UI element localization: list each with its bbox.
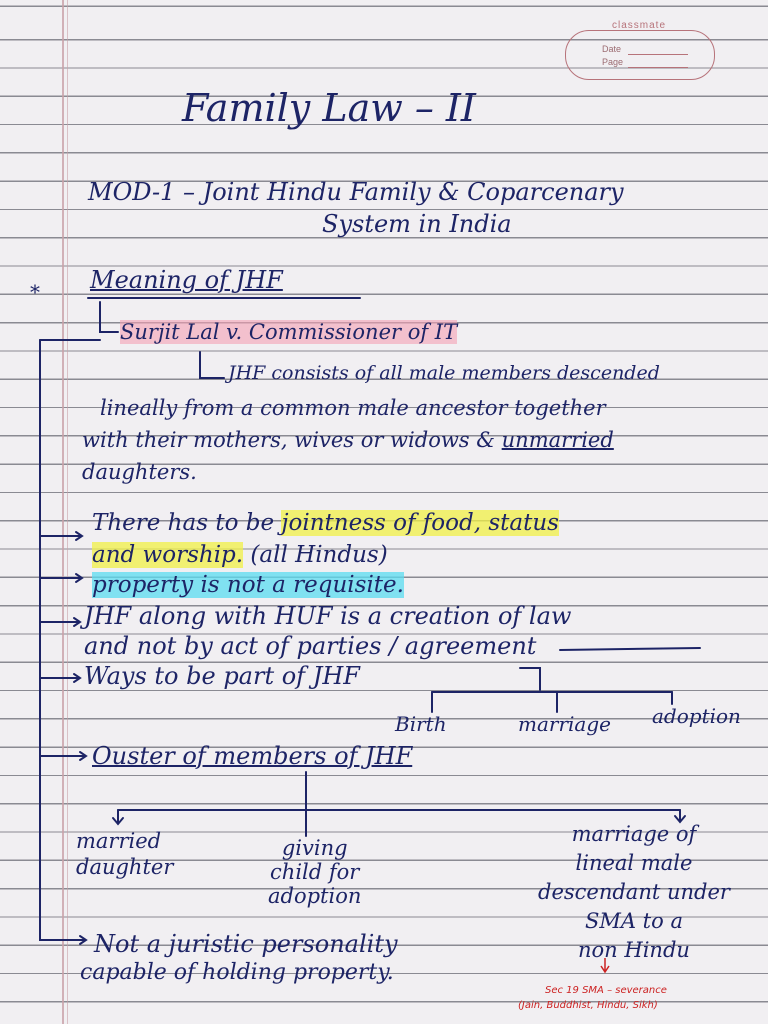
creation-line2: and not by act of parties / agreement [84, 632, 537, 660]
all-hindus-note: (all Hindus) [250, 542, 388, 568]
ouster-option-2-line3: adoption [268, 884, 362, 908]
main-trunk [40, 340, 60, 940]
arrow-juristic [60, 936, 86, 944]
jointness-line1-part1: There has to be [92, 510, 275, 536]
arrow-ways [40, 674, 80, 682]
ouster-option-2-line2: child for [270, 860, 360, 884]
ouster-option-3-line2: lineal male [575, 851, 693, 875]
stamp-date-label: Date [602, 44, 622, 54]
meaning-heading: Meaning of JHF [90, 266, 283, 294]
red-note-line2: (Jain, Buddhist, Hindu, Sikh) [518, 1000, 658, 1011]
definition-line3-part1: with their mothers, wives or widows & [82, 428, 495, 452]
ouster-option-3-line3: descendant under [538, 880, 730, 904]
juristic-line2: capable of holding property. [80, 960, 394, 985]
case-bracket [100, 302, 118, 332]
way-option-1: Birth [395, 712, 447, 736]
arrow-property [40, 574, 82, 582]
way-option-2: marriage [518, 712, 611, 736]
definition-line2: lineally from a common male ancestor together [100, 396, 606, 420]
ouster-option-2-line1: giving [281, 836, 348, 860]
star-bullet: * [30, 280, 40, 304]
juristic-line1: Not a juristic personality [94, 930, 398, 958]
stamp-brand: classmate [612, 20, 667, 31]
creation-line1: JHF along with HUF is a creation of law [84, 602, 572, 630]
red-arrow [601, 958, 609, 972]
page-title: Family Law – II [182, 86, 476, 130]
stamp-page-label: Page [602, 57, 624, 67]
definition-line1: JHF consists of all male members descended [228, 362, 660, 384]
property-point: property is not a requisite. [92, 572, 404, 598]
arrow-jointness [40, 532, 82, 540]
case-name: Surjit Lal v. Commissioner of IT [120, 320, 458, 344]
arrow-creation [40, 618, 80, 626]
worship-highlight: and worship. [92, 542, 244, 568]
ouster-option-3-line1: marriage of [571, 822, 697, 846]
ouster-option-3-line4: SMA to a [584, 909, 683, 933]
definition-line3-part2: unmarried [501, 428, 614, 452]
ways-connector [520, 668, 540, 690]
arrow-ouster [40, 752, 86, 760]
module-heading-line2: System in India [322, 210, 512, 238]
agreement-underline [560, 648, 700, 650]
ouster-option-1-line2: daughter [76, 855, 174, 879]
module-heading-line1: MOD-1 – Joint Hindu Family & Coparcenary [88, 178, 624, 206]
definition-arrow [200, 352, 224, 378]
ouster-option-3-line5: non Hindu [578, 938, 690, 962]
ouster-arrow-1 [113, 810, 123, 824]
ouster-arrow-3 [675, 810, 685, 822]
way-option-3: adoption [652, 704, 741, 728]
red-note-line1: Sec 19 SMA – severance [545, 985, 667, 996]
definition-line4: daughters. [82, 460, 197, 484]
ways-drops [432, 692, 672, 712]
jointness-highlight: jointness of food, status [281, 510, 559, 536]
ways-heading: Ways to be part of JHF [84, 662, 360, 690]
ouster-option-1-line1: married [76, 829, 162, 853]
ouster-heading: Ouster of members of JHF [92, 742, 413, 770]
